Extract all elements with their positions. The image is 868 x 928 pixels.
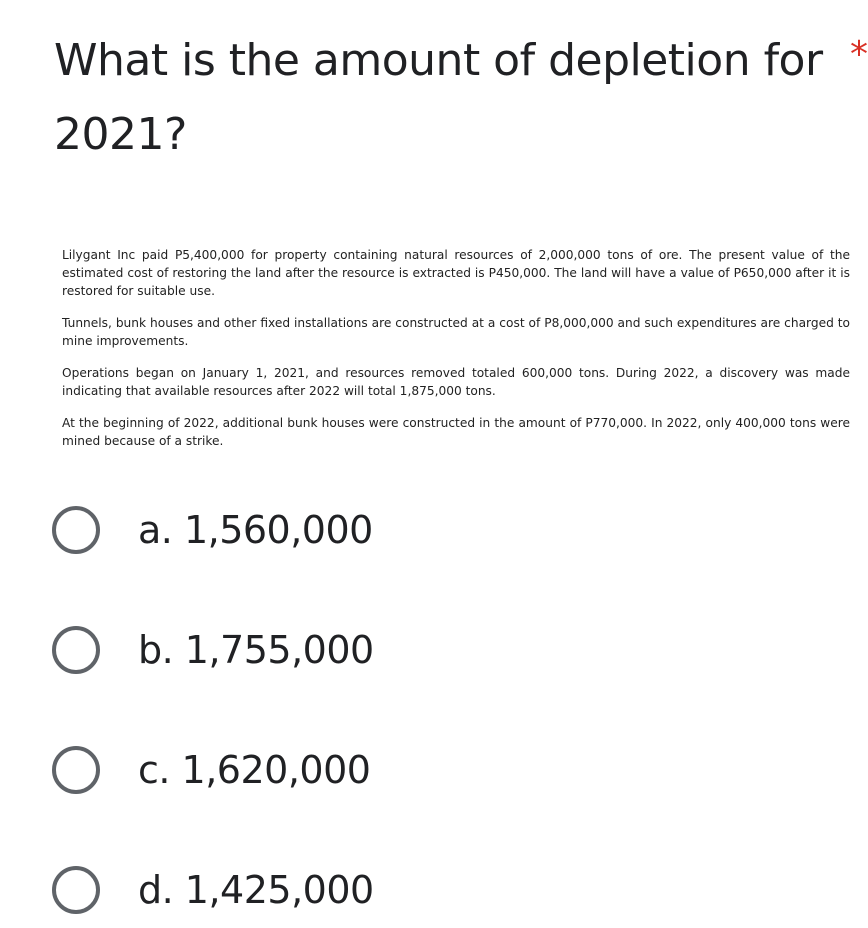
radio-button-icon[interactable]: [52, 866, 100, 914]
question-title: What is the amount of depletion for 2021?: [54, 35, 823, 160]
option-a[interactable]: [52, 498, 373, 562]
option-label: b. 1,755,000: [138, 628, 374, 672]
option-c[interactable]: [52, 738, 370, 802]
problem-paragraph: Tunnels, bunk houses and other fixed installations are constructed at a cost of P8,000,000 and such expenditures are charged to mine improvements.: [62, 316, 850, 348]
problem-paragraph: Lilygant Inc paid P5,400,000 for property containing natural resources of 2,000,000 tons of ore. The present value of the estimated cost of restoring the land after the resource is extracted is P450,000. The land will have a value of P650,000 after it is restored for suitable use.: [62, 248, 850, 298]
problem-paragraph: Operations began on January 1, 2021, and resources removed totaled 600,000 tons. During 2022, a discovery was made indicating that available resources after 2022 will total 1,875,000 tons.: [62, 366, 850, 398]
radio-button-icon[interactable]: [52, 626, 100, 674]
radio-button-icon[interactable]: [52, 506, 100, 554]
problem-statement-image: [54, 246, 850, 464]
option-d[interactable]: [52, 858, 374, 922]
radio-button-icon[interactable]: [52, 746, 100, 794]
option-label: d. 1,425,000: [138, 868, 374, 912]
required-asterisk: *: [850, 34, 868, 75]
option-label: c. 1,620,000: [138, 748, 371, 792]
option-b[interactable]: [52, 618, 374, 682]
problem-paragraph: At the beginning of 2022, additional bunk houses were constructed in the amount of P770,000. In 2022, only 400,000 tons were mined because of a strike.: [62, 416, 850, 448]
option-label: a. 1,560,000: [138, 508, 373, 552]
